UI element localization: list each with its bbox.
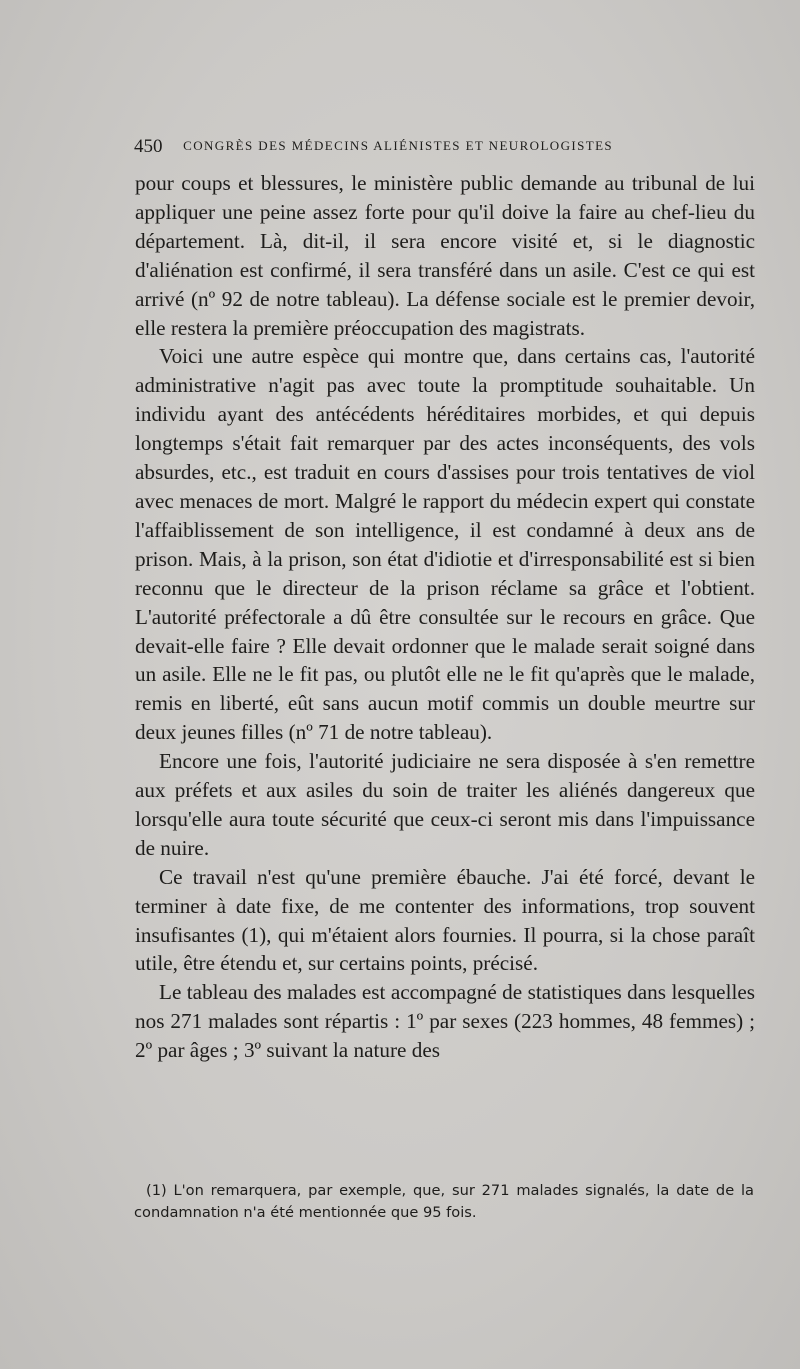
page-number: 450 [134,136,163,157]
running-header [134,136,754,158]
footnote [134,1180,754,1224]
running-title: CONGRÈS DES MÉDECINS ALIÉNISTES ET NEUROLOGISTES [183,138,614,153]
paragraph: pour coups et blessures, le ministère public demande au tribunal de lui appliquer une peine assez forte pour qu'il doive la faire au chef-lieu du département. Là, dit-il, il sera encore visité et, si le diagnostic d'aliénation est confirmé, il sera transféré dans un asile. C'est ce qui est arrivé (nº 92 de notre tableau). La défense sociale est le premier devoir, elle restera la première préoccupation des magistrats. [135,171,755,340]
paragraph: Voici une autre espèce qui montre que, dans certains cas, l'autorité administrative n'agit pas avec toute la promptitude souhaitable. Un individu ayant des antécédents héréditaires morbides, et qui depuis longtemps s'était fait remarquer par des actes inconséquents, des vols absurdes, etc., est traduit en cours d'assises pour trois tentatives de viol avec menaces de mort. Malgré le rapport du médecin expert qui constate l'affaiblissement de son intelligence, il est condamné à deux ans de prison. Mais, à la prison, son état d'idiotie et d'irresponsabilité est si bien reconnu que le directeur de la prison réclame sa grâce et l'obtient. L'autorité préfectorale a dû être consultée sur le recours en grâce. Que devait-elle faire ? Elle devait ordonner que le malade serait soigné dans un asile. Elle ne le fit pas, ou plutôt elle ne le fit qu'après que le malade, remis en liberté, eût sans aucun motif commis un double meurtre sur deux jeunes filles (nº 71 de notre tableau). [135,344,755,745]
footnote-marker: (1) [146,1182,167,1199]
footnote-text: L'on remarquera, par exemple, que, sur 271 malades signalés, la date de la condamnation n'a été mentionnée que 95 fois. [134,1182,754,1221]
paragraph: Encore une fois, l'autorité judiciaire ne sera disposée à s'en remettre aux préfets et aux asiles du soin de traiter les aliénés dangereux que lorsqu'elle aura toute sécurité que ceux-ci seront mis dans l'impuissance de nuire. [135,749,755,860]
body-text [135,169,755,1065]
paragraph: Le tableau des malades est accompagné de statistiques dans lesquelles nos 271 malades sont répartis : 1º par sexes (223 hommes, 48 femmes) ; 2º par âges ; 3º suivant la nature des [135,980,755,1063]
paragraph: Ce travail n'est qu'une première ébauche. J'ai été forcé, devant le terminer à date fixe, de me contenter des informations, trop souvent insufisantes (1), qui m'étaient alors fournies. Il pourra, si la chose paraît utile, être étendu et, sur certains points, précisé. [135,864,755,976]
